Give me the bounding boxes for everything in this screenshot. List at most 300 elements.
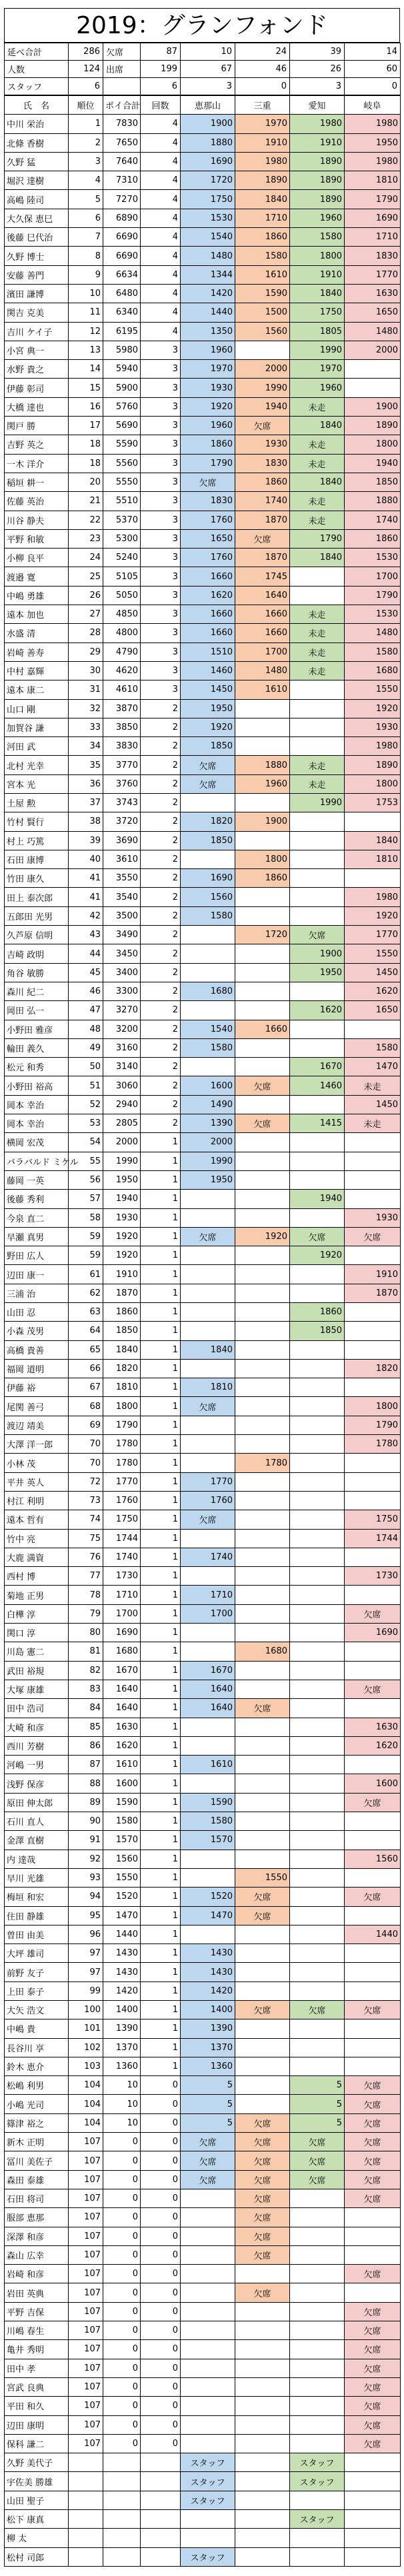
- event-cell[interactable]: 1860: [235, 228, 290, 247]
- event-cell[interactable]: 1440: [181, 303, 235, 322]
- rank-cell[interactable]: 90: [69, 1812, 103, 1831]
- summary-cell[interactable]: 26: [290, 61, 345, 78]
- event-cell[interactable]: 1810: [181, 1378, 235, 1397]
- event-cell[interactable]: 1680: [181, 982, 235, 1000]
- participant-name[interactable]: 竹田 康久: [5, 869, 69, 888]
- event-cell[interactable]: [345, 1322, 401, 1340]
- event-cell[interactable]: [345, 2283, 401, 2302]
- count-cell[interactable]: 1: [141, 1586, 181, 1604]
- event-cell[interactable]: 1840: [345, 831, 401, 850]
- event-cell[interactable]: 欠席: [345, 2321, 401, 2340]
- event-cell[interactable]: 1870: [345, 1284, 401, 1302]
- points-cell[interactable]: 1730: [103, 1567, 141, 1586]
- participant-name[interactable]: 渡邉 寛: [5, 567, 69, 586]
- points-cell[interactable]: 4610: [103, 680, 141, 699]
- count-cell[interactable]: 1: [141, 1227, 181, 1246]
- points-cell[interactable]: 0: [103, 2377, 141, 2396]
- rank-cell[interactable]: 77: [69, 1567, 103, 1586]
- count-cell[interactable]: 2: [141, 774, 181, 793]
- event-cell[interactable]: [345, 1303, 401, 1322]
- rank-cell[interactable]: 86: [69, 1736, 103, 1755]
- event-cell[interactable]: [235, 906, 290, 925]
- event-cell[interactable]: [345, 1699, 401, 1718]
- points-cell[interactable]: 1740: [103, 1548, 141, 1566]
- points-cell[interactable]: 3743: [103, 793, 141, 812]
- event-cell[interactable]: [235, 1548, 290, 1566]
- points-cell[interactable]: 3540: [103, 888, 141, 906]
- event-cell[interactable]: 1630: [345, 1718, 401, 1736]
- event-cell[interactable]: 1550: [235, 1868, 290, 1887]
- column-header[interactable]: 氏 名: [5, 96, 69, 115]
- event-cell[interactable]: 1610: [235, 265, 290, 284]
- points-cell[interactable]: 3160: [103, 1038, 141, 1057]
- points-cell[interactable]: 2805: [103, 1114, 141, 1133]
- points-cell[interactable]: 1590: [103, 1793, 141, 1812]
- event-cell[interactable]: 1920: [290, 1246, 345, 1265]
- event-cell[interactable]: 1650: [345, 1001, 401, 1020]
- event-cell[interactable]: [235, 1604, 290, 1623]
- count-cell[interactable]: [141, 2491, 181, 2509]
- participant-name[interactable]: 中嶋 貴: [5, 2019, 69, 2038]
- count-cell[interactable]: 3: [141, 492, 181, 511]
- count-cell[interactable]: 3: [141, 360, 181, 379]
- count-cell[interactable]: [141, 2510, 181, 2529]
- participant-name[interactable]: 後藤 秀利: [5, 1190, 69, 1208]
- rank-cell[interactable]: 59: [69, 1227, 103, 1246]
- event-cell[interactable]: [290, 1642, 345, 1661]
- summary-cell[interactable]: 124: [69, 61, 103, 78]
- points-cell[interactable]: 5550: [103, 473, 141, 491]
- rank-cell[interactable]: 33: [69, 718, 103, 736]
- event-cell[interactable]: [345, 1661, 401, 1680]
- event-cell[interactable]: 欠席: [345, 1227, 401, 1246]
- rank-cell[interactable]: 103: [69, 2057, 103, 2075]
- event-cell[interactable]: 欠席: [345, 2377, 401, 2396]
- points-cell[interactable]: 0: [103, 2170, 141, 2189]
- event-cell[interactable]: [290, 1944, 345, 1963]
- participant-name[interactable]: 鈴木 恵介: [5, 2057, 69, 2075]
- event-cell[interactable]: [290, 812, 345, 831]
- event-cell[interactable]: [290, 2283, 345, 2302]
- count-cell[interactable]: [141, 2547, 181, 2566]
- event-cell[interactable]: 1710: [345, 228, 401, 247]
- event-cell[interactable]: 1960: [181, 417, 235, 435]
- rank-cell[interactable]: 16: [69, 397, 103, 416]
- event-cell[interactable]: 欠席: [345, 1680, 401, 1698]
- event-cell[interactable]: 未走: [345, 1076, 401, 1095]
- count-cell[interactable]: 0: [141, 2321, 181, 2340]
- rank-cell[interactable]: 99: [69, 1981, 103, 2000]
- event-cell[interactable]: 1860: [181, 435, 235, 454]
- event-cell[interactable]: 1560: [235, 322, 290, 341]
- event-cell[interactable]: [345, 1812, 401, 1831]
- participant-name[interactable]: 田中 浩司: [5, 1699, 69, 1718]
- event-cell[interactable]: 未走: [290, 605, 345, 624]
- participant-name[interactable]: 保科 謙二: [5, 2434, 69, 2453]
- event-cell[interactable]: [345, 379, 401, 397]
- count-cell[interactable]: 1: [141, 1284, 181, 1302]
- points-cell[interactable]: 1580: [103, 1812, 141, 1831]
- participant-name[interactable]: 小林 茂: [5, 1454, 69, 1472]
- event-cell[interactable]: 1870: [235, 549, 290, 567]
- rank-cell[interactable]: 21: [69, 492, 103, 511]
- event-cell[interactable]: [181, 2510, 235, 2529]
- event-cell[interactable]: 1970: [181, 360, 235, 379]
- participant-name[interactable]: 平井 英人: [5, 1472, 69, 1491]
- participant-name[interactable]: 伊藤 彰司: [5, 379, 69, 397]
- count-cell[interactable]: [141, 2472, 181, 2491]
- participant-name[interactable]: 田中 孝: [5, 2359, 69, 2377]
- event-cell[interactable]: 欠席: [181, 774, 235, 793]
- event-cell[interactable]: 欠席: [235, 1114, 290, 1133]
- participant-name[interactable]: 田上 泰次郎: [5, 888, 69, 906]
- event-cell[interactable]: [235, 2472, 290, 2491]
- rank-cell[interactable]: 107: [69, 2133, 103, 2151]
- count-cell[interactable]: 4: [141, 133, 181, 152]
- points-cell[interactable]: 6340: [103, 303, 141, 322]
- count-cell[interactable]: 3: [141, 435, 181, 454]
- event-cell[interactable]: 欠席: [181, 1510, 235, 1529]
- event-cell[interactable]: [235, 2095, 290, 2113]
- event-cell[interactable]: 欠席: [181, 756, 235, 774]
- count-cell[interactable]: 1: [141, 1170, 181, 1189]
- event-cell[interactable]: 欠席: [345, 2170, 401, 2189]
- rank-cell[interactable]: 61: [69, 1265, 103, 1284]
- event-cell[interactable]: [290, 2265, 345, 2283]
- count-cell[interactable]: 1: [141, 1359, 181, 1378]
- rank-cell[interactable]: 7: [69, 228, 103, 247]
- event-cell[interactable]: [290, 1454, 345, 1472]
- event-cell[interactable]: 2000: [235, 360, 290, 379]
- event-cell[interactable]: 1730: [345, 1567, 401, 1586]
- count-cell[interactable]: 1: [141, 1416, 181, 1434]
- event-cell[interactable]: [181, 2321, 235, 2340]
- participant-name[interactable]: バラバルド ミケル: [5, 1152, 69, 1170]
- event-cell[interactable]: [345, 1152, 401, 1170]
- count-cell[interactable]: 1: [141, 2057, 181, 2075]
- participant-name[interactable]: 尾関 善弓: [5, 1397, 69, 1416]
- participant-name[interactable]: 川島 憲二: [5, 1642, 69, 1661]
- event-cell[interactable]: [290, 586, 345, 605]
- count-cell[interactable]: 1: [141, 1756, 181, 1774]
- points-cell[interactable]: 1750: [103, 1510, 141, 1529]
- event-cell[interactable]: [345, 2227, 401, 2245]
- count-cell[interactable]: 3: [141, 567, 181, 586]
- event-cell[interactable]: [235, 1095, 290, 1114]
- event-cell[interactable]: 1660: [181, 605, 235, 624]
- event-cell[interactable]: 1420: [181, 1981, 235, 2000]
- points-cell[interactable]: 1440: [103, 1925, 141, 1943]
- event-cell[interactable]: 未走: [290, 492, 345, 511]
- event-cell[interactable]: [345, 2453, 401, 2472]
- participant-name[interactable]: 菊地 正男: [5, 1586, 69, 1604]
- event-cell[interactable]: [235, 2321, 290, 2340]
- event-cell[interactable]: [181, 1359, 235, 1378]
- event-cell[interactable]: [290, 1284, 345, 1302]
- rank-cell[interactable]: 107: [69, 2397, 103, 2415]
- participant-name[interactable]: 松元 和秀: [5, 1058, 69, 1076]
- column-header[interactable]: 恵那山: [181, 96, 235, 115]
- summary-cell[interactable]: 14: [345, 43, 401, 61]
- event-cell[interactable]: [290, 2302, 345, 2321]
- event-cell[interactable]: [290, 1020, 345, 1038]
- event-cell[interactable]: [290, 1699, 345, 1718]
- points-cell[interactable]: 3550: [103, 869, 141, 888]
- count-cell[interactable]: 3: [141, 529, 181, 548]
- points-cell[interactable]: 1400: [103, 2000, 141, 2019]
- event-cell[interactable]: 1990: [290, 793, 345, 812]
- count-cell[interactable]: 1: [141, 1510, 181, 1529]
- event-cell[interactable]: [235, 2547, 290, 2566]
- event-cell[interactable]: 1980: [345, 737, 401, 756]
- participant-name[interactable]: 平野 和敏: [5, 529, 69, 548]
- rank-cell[interactable]: 78: [69, 1586, 103, 1604]
- rank-cell[interactable]: 107: [69, 2151, 103, 2170]
- event-cell[interactable]: 未走: [290, 643, 345, 661]
- rank-cell[interactable]: 89: [69, 1793, 103, 1812]
- event-cell[interactable]: 欠席: [181, 1397, 235, 1416]
- event-cell[interactable]: [290, 2397, 345, 2415]
- column-header[interactable]: 愛知: [290, 96, 345, 115]
- participant-name[interactable]: 河嶋 一男: [5, 1756, 69, 1774]
- count-cell[interactable]: 1: [141, 1981, 181, 2000]
- event-cell[interactable]: [235, 888, 290, 906]
- summary-cell[interactable]: 6: [69, 78, 103, 95]
- points-cell[interactable]: 10: [103, 2076, 141, 2095]
- event-cell[interactable]: 欠席: [345, 2151, 401, 2170]
- event-cell[interactable]: 1850: [345, 473, 401, 491]
- points-cell[interactable]: 3200: [103, 1020, 141, 1038]
- rank-cell[interactable]: 31: [69, 680, 103, 699]
- rank-cell[interactable]: 76: [69, 1548, 103, 1566]
- event-cell[interactable]: [290, 2359, 345, 2377]
- rank-cell[interactable]: 12: [69, 322, 103, 341]
- event-cell[interactable]: [235, 1472, 290, 1491]
- count-cell[interactable]: 0: [141, 2189, 181, 2207]
- event-cell[interactable]: 欠席: [345, 1793, 401, 1812]
- rank-cell[interactable]: 39: [69, 831, 103, 850]
- event-cell[interactable]: 1970: [235, 115, 290, 133]
- points-cell[interactable]: 3270: [103, 1001, 141, 1020]
- count-cell[interactable]: 2: [141, 1114, 181, 1133]
- event-cell[interactable]: 1610: [235, 680, 290, 699]
- event-cell[interactable]: 1370: [181, 2038, 235, 2057]
- rank-cell[interactable]: 24: [69, 549, 103, 567]
- event-cell[interactable]: 1910: [235, 133, 290, 152]
- rank-cell[interactable]: 95: [69, 1906, 103, 1925]
- count-cell[interactable]: 0: [141, 2359, 181, 2377]
- points-cell[interactable]: 1370: [103, 2038, 141, 2057]
- event-cell[interactable]: 1910: [290, 265, 345, 284]
- event-cell[interactable]: 1890: [290, 190, 345, 209]
- points-cell[interactable]: 10: [103, 2095, 141, 2113]
- count-cell[interactable]: 1: [141, 1699, 181, 1718]
- event-cell[interactable]: [235, 2434, 290, 2453]
- event-cell[interactable]: 1620: [345, 1736, 401, 1755]
- rank-cell[interactable]: 107: [69, 2170, 103, 2189]
- event-cell[interactable]: 1930: [235, 435, 290, 454]
- event-cell[interactable]: [235, 944, 290, 963]
- event-cell[interactable]: 1920: [181, 397, 235, 416]
- event-cell[interactable]: [290, 1831, 345, 1850]
- count-cell[interactable]: 3: [141, 643, 181, 661]
- event-cell[interactable]: 1590: [235, 284, 290, 303]
- event-cell[interactable]: [235, 1586, 290, 1604]
- event-cell[interactable]: 欠席: [235, 1888, 290, 1906]
- points-cell[interactable]: 1470: [103, 1906, 141, 1925]
- points-cell[interactable]: 1640: [103, 1680, 141, 1698]
- event-cell[interactable]: [345, 1868, 401, 1887]
- event-cell[interactable]: [235, 2265, 290, 2283]
- count-cell[interactable]: 3: [141, 661, 181, 680]
- event-cell[interactable]: 1480: [235, 661, 290, 680]
- count-cell[interactable]: 0: [141, 2340, 181, 2359]
- count-cell[interactable]: 1: [141, 1246, 181, 1265]
- event-cell[interactable]: [181, 2245, 235, 2264]
- event-cell[interactable]: [181, 2265, 235, 2283]
- rank-cell[interactable]: [69, 2491, 103, 2509]
- rank-cell[interactable]: 80: [69, 1624, 103, 1642]
- count-cell[interactable]: 3: [141, 549, 181, 567]
- event-cell[interactable]: [181, 1642, 235, 1661]
- points-cell[interactable]: 0: [103, 2208, 141, 2227]
- rank-cell[interactable]: 15: [69, 379, 103, 397]
- event-cell[interactable]: [235, 2453, 290, 2472]
- event-cell[interactable]: [235, 1038, 290, 1057]
- participant-name[interactable]: 白樺 淳: [5, 1604, 69, 1623]
- event-cell[interactable]: [345, 1981, 401, 2000]
- summary-cell[interactable]: 3: [290, 78, 345, 95]
- event-cell[interactable]: 1460: [181, 661, 235, 680]
- points-cell[interactable]: 1840: [103, 1340, 141, 1359]
- event-cell[interactable]: 1830: [345, 247, 401, 265]
- participant-name[interactable]: 大久保 恵巳: [5, 209, 69, 227]
- event-cell[interactable]: [290, 2245, 345, 2264]
- participant-name[interactable]: 平田 和久: [5, 2397, 69, 2415]
- count-cell[interactable]: 1: [141, 1435, 181, 1454]
- event-cell[interactable]: [290, 680, 345, 699]
- event-cell[interactable]: [290, 2377, 345, 2396]
- event-cell[interactable]: [235, 2529, 290, 2547]
- count-cell[interactable]: 0: [141, 2170, 181, 2189]
- count-cell[interactable]: 0: [141, 2076, 181, 2095]
- summary-cell[interactable]: 39: [290, 43, 345, 61]
- event-cell[interactable]: 1840: [290, 284, 345, 303]
- event-cell[interactable]: [181, 1774, 235, 1793]
- count-cell[interactable]: 1: [141, 1340, 181, 1359]
- rank-cell[interactable]: 37: [69, 793, 103, 812]
- event-cell[interactable]: スタッフ: [181, 2472, 235, 2491]
- event-cell[interactable]: [235, 1718, 290, 1736]
- event-cell[interactable]: [181, 2377, 235, 2396]
- participant-name[interactable]: 新木 正明: [5, 2133, 69, 2151]
- rank-cell[interactable]: 88: [69, 1774, 103, 1793]
- summary-cell[interactable]: 延べ合計: [5, 43, 69, 61]
- event-cell[interactable]: 1850: [181, 831, 235, 850]
- event-cell[interactable]: [235, 1624, 290, 1642]
- event-cell[interactable]: [181, 2397, 235, 2415]
- event-cell[interactable]: 1800: [345, 774, 401, 793]
- event-cell[interactable]: 5: [181, 2095, 235, 2113]
- participant-name[interactable]: 岡本 幸治: [5, 1114, 69, 1133]
- event-cell[interactable]: [235, 1756, 290, 1774]
- event-cell[interactable]: 1740: [345, 511, 401, 529]
- rank-cell[interactable]: 54: [69, 1133, 103, 1152]
- rank-cell[interactable]: 62: [69, 1284, 103, 1302]
- event-cell[interactable]: 1690: [181, 152, 235, 171]
- event-cell[interactable]: 欠席: [345, 1604, 401, 1623]
- event-cell[interactable]: 1820: [181, 812, 235, 831]
- event-cell[interactable]: 1930: [345, 718, 401, 736]
- points-cell[interactable]: 5240: [103, 549, 141, 567]
- event-cell[interactable]: 欠席: [290, 1227, 345, 1246]
- event-cell[interactable]: [345, 2038, 401, 2057]
- rank-cell[interactable]: 75: [69, 1529, 103, 1548]
- event-cell[interactable]: 未走: [290, 511, 345, 529]
- participant-name[interactable]: 大橋 達也: [5, 397, 69, 416]
- event-cell[interactable]: 5: [181, 2076, 235, 2095]
- points-cell[interactable]: 1870: [103, 1284, 141, 1302]
- count-cell[interactable]: 3: [141, 379, 181, 397]
- event-cell[interactable]: [290, 1718, 345, 1736]
- rank-cell[interactable]: 23: [69, 529, 103, 548]
- event-cell[interactable]: 1690: [181, 869, 235, 888]
- event-cell[interactable]: 1630: [345, 284, 401, 303]
- event-cell[interactable]: 1660: [181, 567, 235, 586]
- participant-name[interactable]: 角谷 敏勝: [5, 963, 69, 982]
- event-cell[interactable]: [290, 1359, 345, 1378]
- count-cell[interactable]: 1: [141, 1888, 181, 1906]
- participant-name[interactable]: 堀沢 達樹: [5, 171, 69, 190]
- event-cell[interactable]: [290, 831, 345, 850]
- participant-name[interactable]: 竹村 賢行: [5, 812, 69, 831]
- participant-name[interactable]: 伊藤 裕: [5, 1378, 69, 1397]
- event-cell[interactable]: 1640: [181, 1680, 235, 1698]
- event-cell[interactable]: [235, 1567, 290, 1586]
- rank-cell[interactable]: 48: [69, 1020, 103, 1038]
- points-cell[interactable]: 1744: [103, 1529, 141, 1548]
- rank-cell[interactable]: 83: [69, 1680, 103, 1698]
- count-cell[interactable]: 4: [141, 284, 181, 303]
- event-cell[interactable]: [290, 1906, 345, 1925]
- rank-cell[interactable]: 64: [69, 1322, 103, 1340]
- rank-cell[interactable]: 45: [69, 963, 103, 982]
- rank-cell[interactable]: 68: [69, 1397, 103, 1416]
- points-cell[interactable]: 3060: [103, 1076, 141, 1095]
- count-cell[interactable]: 4: [141, 115, 181, 133]
- rank-cell[interactable]: 41: [69, 869, 103, 888]
- participant-name[interactable]: 早川 光雄: [5, 1868, 69, 1887]
- event-cell[interactable]: 1920: [345, 906, 401, 925]
- event-cell[interactable]: [290, 1624, 345, 1642]
- points-cell[interactable]: [103, 2510, 141, 2529]
- event-cell[interactable]: [290, 1604, 345, 1623]
- event-cell[interactable]: [345, 2057, 401, 2075]
- summary-cell[interactable]: スタッフ: [5, 78, 69, 95]
- event-cell[interactable]: [235, 1774, 290, 1793]
- count-cell[interactable]: 4: [141, 209, 181, 227]
- rank-cell[interactable]: 104: [69, 2076, 103, 2095]
- rank-cell[interactable]: 87: [69, 1756, 103, 1774]
- rank-cell[interactable]: 25: [69, 567, 103, 586]
- points-cell[interactable]: 10: [103, 2113, 141, 2132]
- event-cell[interactable]: 欠席: [345, 2434, 401, 2453]
- event-cell[interactable]: 1760: [181, 549, 235, 567]
- event-cell[interactable]: 1600: [181, 1076, 235, 1095]
- points-cell[interactable]: 1990: [103, 1152, 141, 1170]
- participant-name[interactable]: 河田 武: [5, 737, 69, 756]
- event-cell[interactable]: [290, 2547, 345, 2566]
